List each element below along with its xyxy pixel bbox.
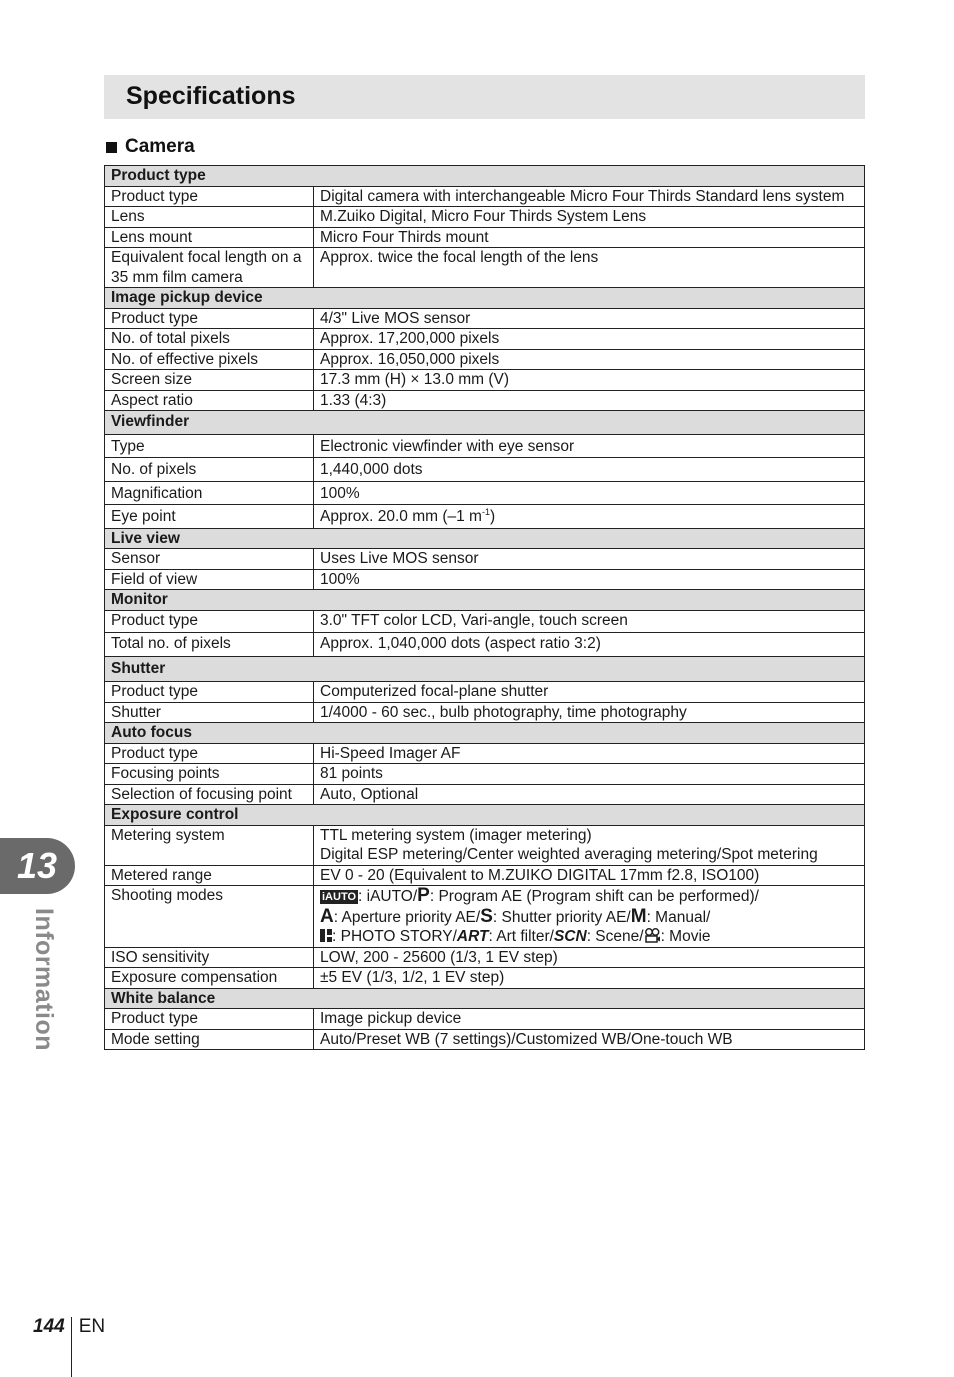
spec-value: Digital camera with interchangeable Micro Four Thirds Standard lens system (314, 186, 865, 207)
square-bullet-icon (106, 142, 117, 153)
spec-value (314, 825, 865, 865)
spec-label: Magnification (105, 481, 314, 505)
footer-divider (71, 1317, 72, 1377)
chapter-side-label (22, 908, 58, 1051)
table-row (105, 481, 865, 505)
table-row (105, 227, 865, 248)
table-row (105, 865, 865, 886)
spec-label: Eye point (105, 505, 314, 529)
spec-value: EV 0 - 20 (Equivalent to M.ZUIKO DIGITAL 17mm f2.8, ISO100) (314, 865, 865, 886)
section-heading (106, 136, 195, 158)
spec-label: Product type (105, 610, 314, 633)
spec-value: Approx. twice the focal length of the lens (314, 248, 865, 288)
spec-label: Product type (105, 1009, 314, 1030)
spec-label: Focusing points (105, 764, 314, 785)
spec-value (314, 886, 865, 948)
program-mode-icon: P (417, 885, 430, 906)
manual-mode-icon: M (630, 905, 647, 927)
iauto-text: : iAUTO/ (358, 888, 418, 905)
group-header (105, 166, 865, 187)
metering-line-1: TTL metering system (imager metering) (320, 826, 592, 844)
spec-value: Uses Live MOS sensor (314, 549, 865, 570)
eye-point-close: ) (489, 508, 496, 525)
spec-value: Electronic viewfinder with eye sensor (314, 434, 865, 458)
group-title: White balance (105, 988, 865, 1009)
spec-value: 1.33 (4:3) (314, 390, 865, 411)
aperture-text: : Aperture priority AE/ (333, 908, 481, 926)
spec-label: Sensor (105, 549, 314, 570)
spec-label: No. of pixels (105, 458, 314, 482)
table-row (105, 784, 865, 805)
program-text: : Program AE (Program shift can be performed)/ (429, 888, 759, 905)
spec-value: 100% (314, 569, 865, 590)
spec-table (104, 165, 865, 1050)
table-row (105, 207, 865, 228)
spec-label: Metering system (105, 825, 314, 865)
chapter-label: Information (30, 908, 58, 1051)
page-title: Specifications (126, 82, 296, 110)
shooting-modes-line-1 (320, 886, 858, 907)
eye-point-text: Approx. 20.0 mm (–1 m (320, 508, 482, 525)
chapter-tab (0, 838, 75, 894)
shutter-mode-icon: S (480, 905, 493, 927)
spec-value: 17.3 mm (H) × 13.0 mm (V) (314, 370, 865, 391)
group-header (105, 988, 865, 1009)
spec-label: Product type (105, 743, 314, 764)
table-row (105, 1009, 865, 1030)
spec-value: M.Zuiko Digital, Micro Four Thirds System Lens (314, 207, 865, 228)
spec-value (314, 505, 865, 529)
section-title: Camera (125, 136, 195, 157)
page-footer (33, 1297, 105, 1357)
art-mode-icon: ART (456, 928, 489, 945)
group-title: Shutter (105, 656, 865, 682)
spec-value: Approx. 16,050,000 pixels (314, 349, 865, 370)
group-header (105, 288, 865, 309)
chapter-number: 13 (17, 845, 58, 886)
table-row (105, 505, 865, 529)
spec-value: 1,440,000 dots (314, 458, 865, 482)
shutter-text: : Shutter priority AE/ (492, 908, 631, 926)
spec-label: Metered range (105, 865, 314, 886)
eye-point-superscript: -1 (481, 506, 490, 517)
table-row (105, 308, 865, 329)
spec-value: 1/4000 - 60 sec., bulb photography, time photography (314, 702, 865, 723)
language-code: EN (78, 1316, 106, 1337)
metering-line-2: Digital ESP metering/Center weighted averaging metering/Spot metering (320, 846, 818, 863)
group-header (105, 590, 865, 611)
spec-label: Product type (105, 186, 314, 207)
movie-text: : Movie (660, 928, 711, 945)
group-title: Image pickup device (105, 288, 865, 309)
table-row (105, 248, 865, 288)
group-title: Exposure control (105, 805, 865, 826)
spec-label: Product type (105, 682, 314, 703)
spec-label: No. of effective pixels (105, 349, 314, 370)
table-row (105, 569, 865, 590)
spec-label: Field of view (105, 569, 314, 590)
spec-label: Exposure compensation (105, 968, 314, 989)
manual-text: : Manual/ (646, 908, 711, 926)
group-title: Auto focus (105, 723, 865, 744)
group-header (105, 723, 865, 744)
story-text: : PHOTO STORY/ (332, 928, 457, 945)
table-row (105, 434, 865, 458)
art-text: : Art filter/ (488, 928, 554, 945)
spec-value: Image pickup device (314, 1009, 865, 1030)
group-header (105, 656, 865, 682)
spec-value: ±5 EV (1/3, 1/2, 1 EV step) (314, 968, 865, 989)
table-row (105, 968, 865, 989)
spec-label: Shutter (105, 702, 314, 723)
aperture-mode-icon: A (320, 905, 334, 927)
spec-label: Screen size (105, 370, 314, 391)
movie-mode-icon (644, 928, 661, 943)
table-row (105, 458, 865, 482)
spec-value: Hi-Speed Imager AF (314, 743, 865, 764)
spec-value: Micro Four Thirds mount (314, 227, 865, 248)
spec-label: Total no. of pixels (105, 633, 314, 657)
spec-value: 100% (314, 481, 865, 505)
scene-text: : Scene/ (586, 928, 644, 945)
table-row (105, 825, 865, 865)
spec-label: No. of total pixels (105, 329, 314, 350)
table-row (105, 682, 865, 703)
table-row (105, 886, 865, 948)
group-title: Product type (105, 166, 865, 187)
spec-value: Approx. 1,040,000 dots (aspect ratio 3:2) (314, 633, 865, 657)
spec-value: Computerized focal-plane shutter (314, 682, 865, 703)
group-header (105, 805, 865, 826)
table-row (105, 947, 865, 968)
spec-label: Type (105, 434, 314, 458)
group-header (105, 411, 865, 435)
group-title: Live view (105, 528, 865, 549)
spec-value: 4/3" Live MOS sensor (314, 308, 865, 329)
spec-value: 3.0" TFT color LCD, Vari-angle, touch screen (314, 610, 865, 633)
table-row (105, 186, 865, 207)
group-title: Viewfinder (105, 411, 865, 435)
shooting-modes-line-2 (320, 907, 858, 928)
spec-value: LOW, 200 - 25600 (1/3, 1 EV step) (314, 947, 865, 968)
spec-label: Aspect ratio (105, 390, 314, 411)
title-bar (104, 75, 865, 119)
spec-label: Mode setting (105, 1029, 314, 1050)
spec-label: Product type (105, 308, 314, 329)
photo-story-icon (320, 929, 332, 942)
page-number: 144 (33, 1316, 65, 1337)
table-row (105, 370, 865, 391)
table-row (105, 764, 865, 785)
group-header (105, 528, 865, 549)
spec-value: Auto/Preset WB (7 settings)/Customized WB/One-touch WB (314, 1029, 865, 1050)
scene-mode-icon: SCN (553, 928, 587, 945)
table-row (105, 329, 865, 350)
iauto-mode-icon: iAUTO (322, 891, 357, 903)
spec-value: Approx. 17,200,000 pixels (314, 329, 865, 350)
spec-label: ISO sensitivity (105, 947, 314, 968)
spec-value: Auto, Optional (314, 784, 865, 805)
spec-value: 81 points (314, 764, 865, 785)
table-row (105, 349, 865, 370)
table-row (105, 390, 865, 411)
table-row (105, 633, 865, 657)
table-row (105, 610, 865, 633)
spec-label: Selection of focusing point (105, 784, 314, 805)
shooting-modes-line-3 (320, 927, 858, 947)
table-row (105, 702, 865, 723)
spec-label: Equivalent focal length on a 35 mm film camera (105, 248, 314, 288)
spec-label: Lens (105, 207, 314, 228)
table-row (105, 743, 865, 764)
group-title: Monitor (105, 590, 865, 611)
spec-label: Lens mount (105, 227, 314, 248)
table-row (105, 549, 865, 570)
spec-label: Shooting modes (105, 886, 314, 948)
table-row (105, 1029, 865, 1050)
